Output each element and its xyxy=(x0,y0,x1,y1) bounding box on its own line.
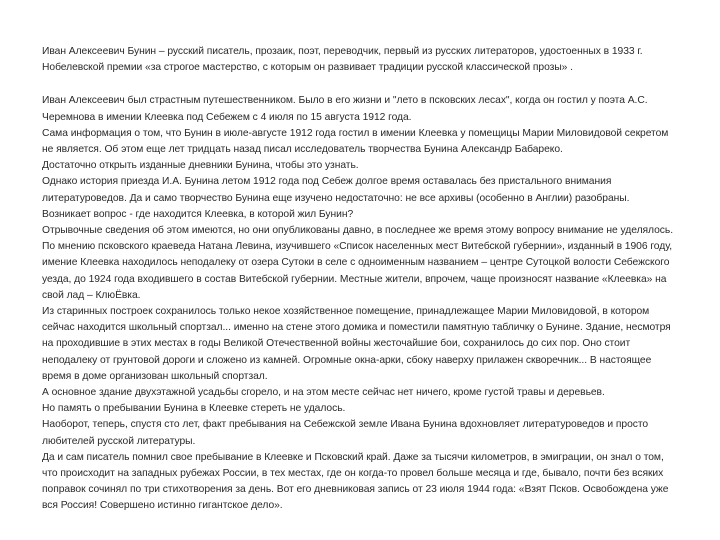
paragraph-gap xyxy=(42,76,682,93)
paragraph-7: По мнению псковского краеведа Натана Левина, изучившего «Список населенных мест Витебской губернии», изданный в 1906 году, имение Клеевка находилось неподалеку от озера Сутоки в селе с одноименным названием – центре Сутоцкой волости Себежского уезда, до 1924 года входившего в состав Витебской губернии. Местные жители, впрочем, чаще произносят название «Клеевка» на свой лад – КлюЁвка. xyxy=(42,241,673,301)
paragraph-3: Достаточно открыть изданные дневники Бунина, чтобы это узнать. xyxy=(42,160,359,172)
paragraph-5: Возникает вопрос - где находится Клеевка, в которой жил Бунин? xyxy=(42,208,354,220)
paragraph-2: Сама информация о том, что Бунин в июле-августе 1912 года гостил в имении Клеевка у помещицы Марии Миловидовой секретом не является. Об этом еще лет тридцать назад писал исследователь творчества Бунина Александр Бабарeко. xyxy=(42,127,669,156)
paragraph-4: Однако история приезда И.А. Бунина летом 1912 года под Себеж долгое время оставалась без пристального внимания литературоведов. Да и само творчество Бунина еще изучено недостаточно: не все архивы (особенно в Англии) разобраны. xyxy=(42,176,630,204)
paragraph-12: Да и сам писатель помнил свое пребывание в Клеевке и Псковский край. Даже за тысячи километров, в эмиграции, он знал о том, что происходит на западных рубежах России, в тех местах, где он когда-то провел больше месяца и где, бывало, почти без всяких поправок сочинял по три стихотворения за день. Вот его дневниковая запись от 23 июля 1944 года: «Взят Псков. Освобождена уже вся Россия! Совершено истинно гигантское дело». xyxy=(42,451,669,512)
paragraph-11: Наоборот, теперь, спустя сто лет, факт пребывания на Себежской земле Ивана Бунина вдохновляет литературоведов и просто любителей русской литературы. xyxy=(42,419,649,447)
paragraph-8: Из старинных построек сохранилось только некое хозяйственное помещение, принадлежащее Марии Миловидовой, в котором сейчас находится школьный спортзал... именно на стене этого домика и поместили памятную табличку о Бунине. Здание, несмотря на проходившие в этих местах в годы Великой Отечественной войны жесточайшие бои, сохранилось до сих пор. Оно стоит неподалеку от грунтовой дороги и сложено из камней. Огромные окна-арки, сбоку наверху прилажен скворечник... В настоящее время в доме организован школьный спортзал. xyxy=(42,306,671,382)
paragraph-1: Иван Алексеевич был страстным путешественником. Было в его жизни и "лето в псковских лесах", когда он гостил у поэта А.С. Черемнова в имении Клеевка под Себежем с 4 июля по 15 августа 1912 года. xyxy=(42,95,648,123)
intro-paragraph: Иван Алексеевич Бунин – русский писатель, прозаик, поэт, переводчик, первый из русских литераторов, удостоенных в 1933 г. Нобелевской премии «за строгое мастерство, с которым он развивает традиции русской классической прозы» . xyxy=(42,46,643,74)
paragraph-10: Но память о пребывании Бунина в Клеевке стереть не удалось. xyxy=(42,403,346,415)
paragraph-9: А основное здание двухэтажной усадьбы сгорело, и на этом месте сейчас нет ничего, кроме густой травы и деревьев. xyxy=(42,387,605,399)
paragraph-6: Отрывочные сведения об этом имеются, но они опубликованы давно, в последнее же время этому вопросу внимание не уделялось. xyxy=(42,225,674,237)
